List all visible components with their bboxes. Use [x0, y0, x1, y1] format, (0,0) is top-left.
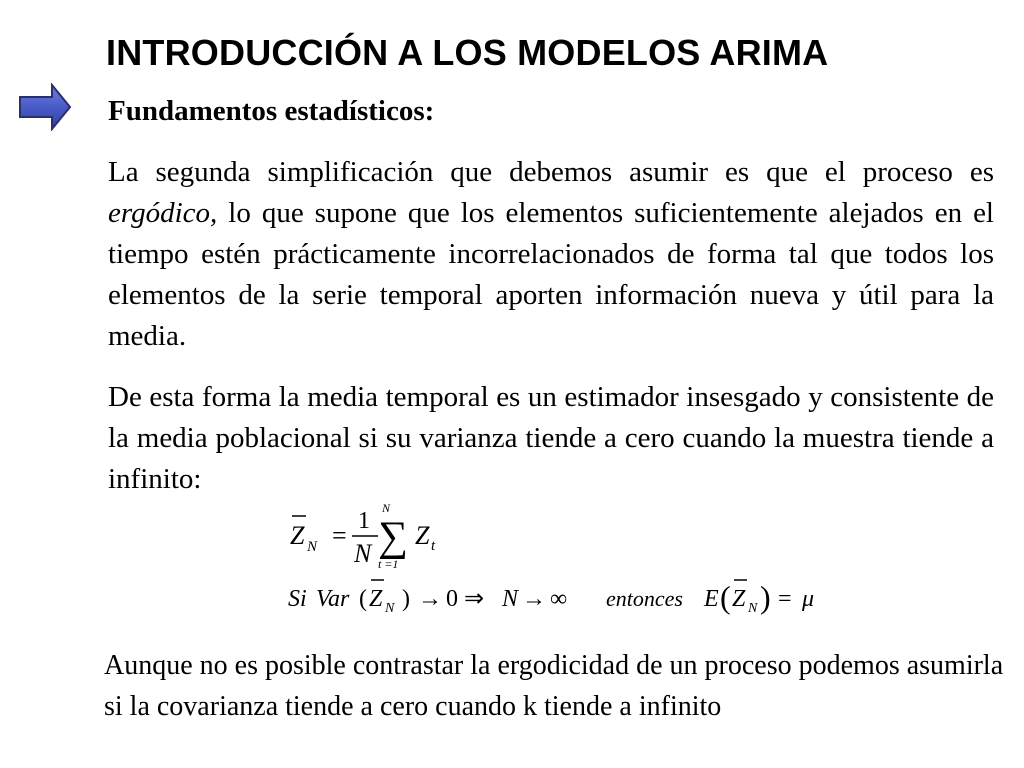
- formula1-term-sub: t: [431, 538, 436, 554]
- formula-variance-condition: [288, 579, 814, 616]
- paragraph-covariance: Aunque no es posible contrastar la ergodicidad de un proceso podemos asumirla si la covarianza tiende a cero cuando k tiende a infinito: [104, 650, 1004, 722]
- formula2-e: E: [704, 586, 719, 612]
- formula2-arrow2: →: [522, 586, 546, 612]
- formula2-z2: Z: [732, 586, 746, 612]
- formula2-mu: μ: [802, 586, 815, 612]
- formula2-z-sub: N: [385, 601, 395, 616]
- formula2-z: Z: [369, 586, 383, 612]
- formula2-open-paren: (: [359, 586, 367, 612]
- formula2-implies: ⇒: [464, 586, 485, 612]
- ergodic-emphasis: ergódico,: [108, 197, 218, 229]
- section-subtitle: Fundamentos estadísticos:: [108, 95, 435, 127]
- paragraph-estimator: De esta forma la media temporal es un estimador insesgado y consistente de la media poblacional si su varianza tiende a cero cuando la muestra tiende a infinito:: [108, 381, 994, 495]
- formula2-n: N: [502, 586, 519, 612]
- paragraph-ergodic: [108, 152, 994, 357]
- formula1-sum-upper: N: [382, 501, 391, 515]
- formula2-infinity: ∞: [550, 586, 568, 612]
- formula1-lhs-sub: N: [307, 539, 318, 555]
- formula2-entonces: entonces: [606, 586, 683, 611]
- formula2-equals: =: [778, 586, 792, 612]
- formula2-big-close: ): [760, 579, 771, 615]
- formula2-zero: 0: [446, 586, 458, 612]
- formula1-equals: =: [332, 521, 347, 550]
- formula2-var: Var: [316, 586, 350, 612]
- formulas: [280, 500, 840, 630]
- formula-sample-mean: [290, 501, 436, 571]
- paragraph-ergodic-start: La segunda simplificación que debemos asumir es que el proceso es: [108, 156, 994, 188]
- formula1-numerator: 1: [358, 508, 370, 534]
- formula1-denominator: N: [354, 539, 372, 568]
- arrow-right-icon: [18, 83, 72, 131]
- formula1-term: Z: [415, 521, 430, 550]
- formula2-z2-sub: N: [748, 601, 758, 616]
- formula1-sum-lower: t =1: [378, 557, 399, 571]
- formula2-si: Si: [288, 586, 307, 612]
- slide-title: INTRODUCCIÓN A LOS MODELOS ARIMA: [106, 32, 829, 73]
- formula1-sum-symbol: ∑: [378, 514, 408, 560]
- formula2-arrow1: →: [418, 586, 442, 612]
- formula1-lhs: Z: [290, 521, 305, 550]
- paragraph-ergodic-end: lo que supone que los elementos suficientemente alejados en el tiempo estén prácticamente incorrelacionados de forma tal que todos los elementos de la serie temporal aporten información nueva y útil para la media.: [108, 197, 994, 352]
- formula2-big-open: (: [720, 579, 731, 615]
- formula2-close-paren: ): [402, 586, 410, 612]
